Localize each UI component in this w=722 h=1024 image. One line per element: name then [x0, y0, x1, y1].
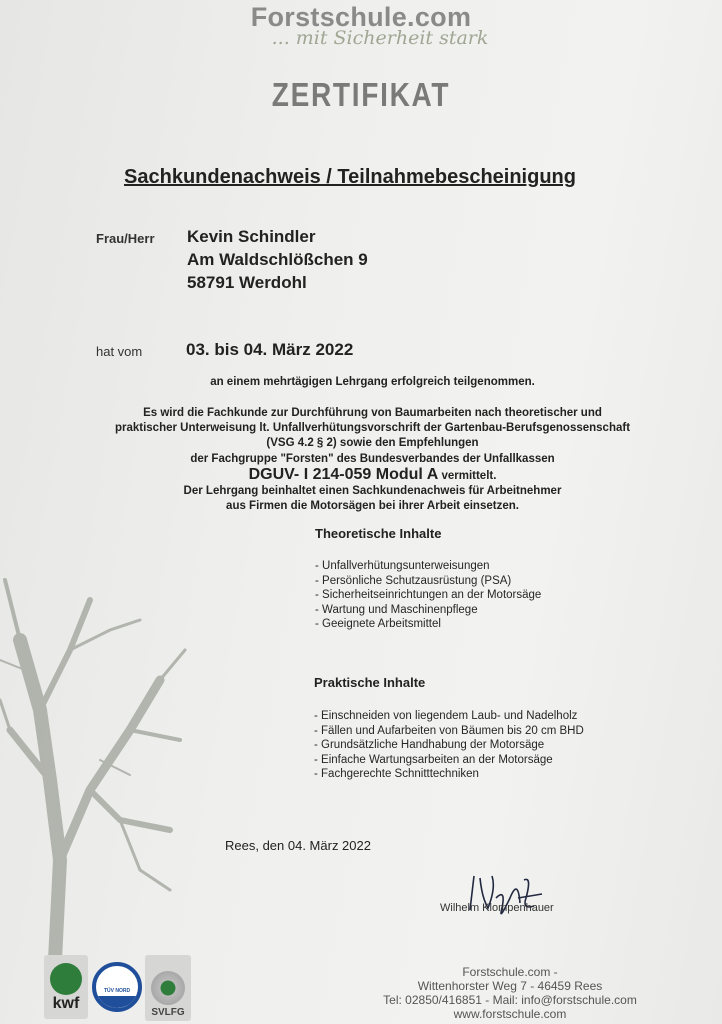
dguv-reference: DGUV- I 214-059 Modul A: [248, 465, 439, 483]
list-item: - Fachgerechte Schnitttechniken: [314, 767, 584, 782]
tuv-logo-text: TÜV NORD: [103, 988, 131, 994]
list-item: - Sicherheitseinrichtungen an der Motorsäge: [315, 588, 541, 603]
list-item: - Einschneiden von liegendem Laub- und Nadelholz: [314, 709, 584, 724]
salutation-label: Frau/Herr: [96, 231, 155, 246]
signatory-name: Wilhelm Klompenhauer: [440, 902, 554, 914]
list-item: - Fällen und Aufarbeiten von Bäumen bis 20 cm BHD: [314, 724, 584, 739]
brand-name: Forstschule.com: [250, 2, 472, 32]
list-item: - Wartung und Maschinenpflege: [315, 603, 541, 618]
list-item: - Geeignete Arbeitsmittel: [315, 617, 541, 632]
body-line: Der Lehrgang beinhaltet einen Sachkundenachweis für Arbeitnehmer: [183, 485, 562, 498]
footer-contact: [300, 965, 720, 1021]
kwf-logo: [44, 955, 88, 1019]
kwf-logo-text: kwf: [52, 995, 80, 1012]
footer-address: Wittenhorster Weg 7 - 46459 Rees: [417, 979, 603, 993]
recipient-name: Kevin Schindler: [187, 227, 316, 246]
list-item: - Grundsätzliche Handhabung der Motorsäge: [314, 738, 584, 753]
svlfg-logo-text: SVLFG: [151, 1007, 185, 1018]
place-date: Rees, den 04. März 2022: [225, 838, 371, 853]
list-item: - Einfache Wartungsarbeiten an der Motorsäge: [314, 753, 584, 768]
list-item: - Unfallverhütungsunterweisungen: [315, 559, 541, 574]
theory-list: [315, 559, 541, 632]
tree-watermark: [0, 560, 200, 960]
dguv-suffix: vermittelt.: [441, 469, 497, 482]
footer-phone-mail: Tel: 02850/416851 - Mail: info@forstschule.com: [383, 993, 637, 1007]
body-line: aus Firmen die Motorsägen bei ihrer Arbeit einsetzen.: [226, 500, 519, 513]
course-dates: 03. bis 04. März 2022: [186, 340, 354, 359]
svlfg-logo: [145, 955, 191, 1021]
practice-title: Praktische Inhalte: [314, 675, 426, 690]
tuv-nord-logo: [92, 962, 142, 1012]
list-item: - Persönliche Schutzausrüstung (PSA): [315, 574, 541, 589]
brand-tagline: ... mit Sicherheit stark: [271, 27, 489, 49]
completion-statement: an einem mehrtägigen Lehrgang erfolgreich teilgenommen.: [210, 376, 535, 388]
signature: [462, 868, 552, 928]
body-line: (VSG 4.2 § 2) sowie den Empfehlungen: [266, 437, 479, 450]
body-text: [0, 406, 722, 514]
theory-title: Theoretische Inhalte: [315, 526, 442, 541]
footer-company: Forstschule.com -: [462, 965, 558, 979]
recipient-street: Am Waldschlößchen 9: [187, 250, 368, 269]
footer-website: www.forstschule.com: [453, 1007, 567, 1021]
certificate-title: ZERTIFIKAT: [271, 76, 451, 113]
body-line: praktischer Unterweisung lt. Unfallverhütungsvorschrift der Gartenbau-Berufsgenossenschaft: [114, 422, 631, 435]
body-line: Es wird die Fachkunde zur Durchführung von Baumarbeiten nach theoretischer und: [143, 407, 602, 419]
practice-list: [314, 709, 584, 782]
period-label: hat vom: [96, 344, 143, 359]
body-line: der Fachgruppe "Forsten" des Bundesverbandes der Unfallkassen: [190, 452, 555, 465]
recipient-city: 58791 Werdohl: [187, 273, 307, 292]
document-heading: Sachkundenachweis / Teilnahmebescheinigung: [124, 166, 576, 188]
